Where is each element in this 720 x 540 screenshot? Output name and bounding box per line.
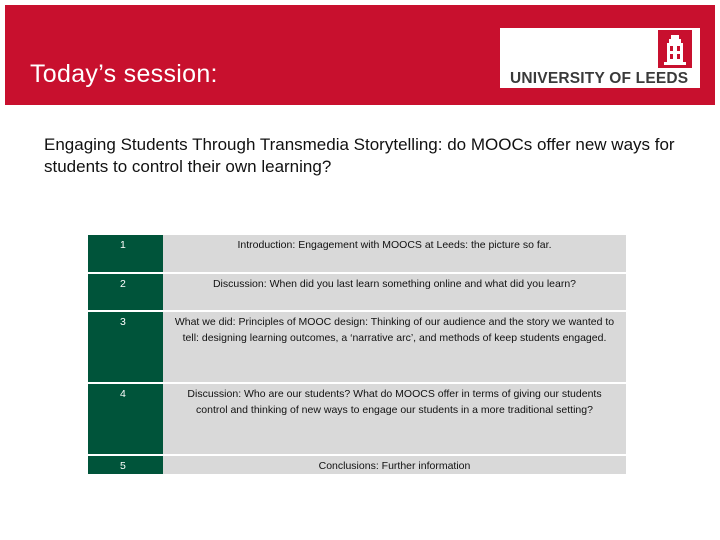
agenda-number: 1 xyxy=(88,235,163,273)
agenda-row xyxy=(88,311,626,383)
agenda-number: 2 xyxy=(88,273,163,311)
agenda-description: Discussion: Who are our students? What do MOOCS offer in terms of giving our students control and thinking of new ways to engage our students in a more traditional setting? xyxy=(163,383,626,455)
university-name: UNIVERSITY OF LEEDS xyxy=(510,70,689,87)
agenda-row xyxy=(88,273,626,311)
agenda-row xyxy=(88,455,626,474)
agenda-description: Conclusions: Further information xyxy=(163,455,626,474)
agenda-row xyxy=(88,235,626,273)
agenda-table xyxy=(88,235,626,474)
university-logo xyxy=(500,28,700,88)
agenda-description: Discussion: When did you last learn something online and what did you learn? xyxy=(163,273,626,311)
agenda-description: What we did: Principles of MOOC design: Thinking of our audience and the story we wanted to tell: designing learning outcomes, a ‘narrative arc’, and methods of keep students engaged. xyxy=(163,311,626,383)
agenda-description: Introduction: Engagement with MOOCS at Leeds: the picture so far. xyxy=(163,235,626,273)
leeds-tower-icon xyxy=(658,30,692,68)
agenda-number: 3 xyxy=(88,311,163,383)
agenda-number: 4 xyxy=(88,383,163,455)
agenda-row xyxy=(88,383,626,455)
slide-title: Today’s session: xyxy=(30,60,218,88)
agenda-number: 5 xyxy=(88,455,163,474)
session-subtitle: Engaging Students Through Transmedia Storytelling: do MOOCs offer new ways for students to control their own learning? xyxy=(44,135,675,176)
